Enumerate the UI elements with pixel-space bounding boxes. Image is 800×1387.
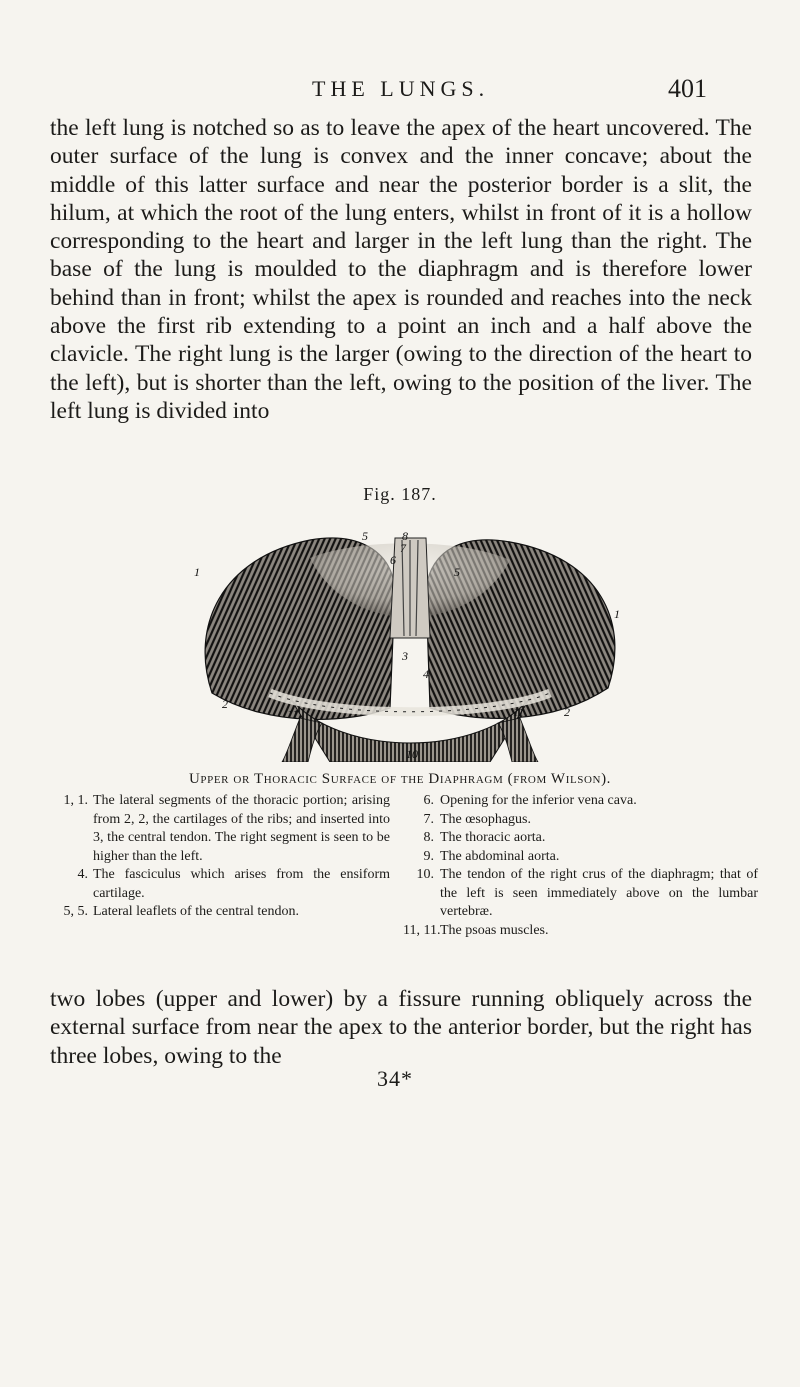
diaphragm-illustration — [190, 518, 630, 762]
marker-8: 8 — [402, 529, 408, 543]
marker-5-right: 5 — [454, 565, 460, 579]
legend-number: 9. — [423, 848, 434, 864]
marker-4: 4 — [423, 667, 429, 681]
marker-5-left: 5 — [362, 529, 368, 543]
marker-1-left: 1 — [194, 565, 200, 579]
figure-label: Fig. 187. — [363, 484, 437, 504]
legend-text: The lateral segments of the thoracic portion; arising from 2, 2, the cartilages of the ribs; and inserted into 3, the central tendon. The right segment is seen to be higher than the left. — [93, 793, 390, 864]
legend-number: 10. — [416, 867, 434, 882]
legend-item — [403, 829, 758, 848]
legend-number: 11, 11. — [403, 922, 441, 938]
figure-caption: Upper or Thoracic Surface of the Diaphragm (from Wilson). — [188, 771, 612, 787]
figure-legend-right — [403, 792, 758, 940]
marker-2-right: 2 — [564, 705, 570, 719]
legend-number: 8. — [423, 830, 434, 845]
signature-mark: 34* — [377, 1066, 413, 1091]
body-paragraph-1: the left lung is notched so as to leave the apex of the heart uncovered. The outer surface of the lung is convex and the inner concave; about the middle of this latter surface and near the posterior border is a slit, the hilum, at which the root of the lung enters, whilst in front of it is a hollow corresponding to the heart and larger in the left lung than the right. The base of the lung is moulded to the diaphragm and is therefore lower behind than in front; whilst the apex is rounded and reaches into the neck above the first rib extending to a point an inch and a half above the clavicle. The right lung is the larger (owing to the direction of the heart to the left), but is shorter than the left, owing to the position of the liver. The left lung is divided into — [50, 115, 752, 424]
figure-legend-left — [52, 792, 390, 922]
legend-text: Lateral leaflets of the central tendon. — [93, 904, 300, 919]
running-head-title: THE LUNGS. — [312, 76, 490, 101]
legend-item — [403, 922, 758, 941]
legend-item — [52, 903, 390, 922]
legend-item — [403, 866, 758, 922]
marker-3: 3 — [402, 649, 408, 663]
legend-text: Opening for the inferior vena cava. — [440, 793, 637, 808]
marker-11-left: 11 — [287, 707, 299, 721]
marker-10: 10 — [406, 747, 418, 761]
legend-text: The thoracic aorta. — [440, 830, 546, 845]
legend-text: The tendon of the right crus of the diaphragm; that of the left is seen immediately above on the lumbar vertebræ. — [440, 867, 758, 919]
legend-item — [403, 811, 758, 830]
legend-item — [52, 792, 390, 866]
legend-number: 4. — [77, 867, 88, 882]
running-head — [0, 76, 800, 110]
legend-text: The fasciculus which arises from the ensiform cartilage. — [93, 867, 390, 901]
legend-item — [52, 866, 390, 903]
marker-11-right: 11 — [513, 705, 525, 719]
marker-1-right: 1 — [614, 607, 620, 621]
marker-2-left: 2 — [222, 697, 228, 711]
legend-text: The œsophagus. — [440, 811, 531, 827]
body-paragraph-2: two lobes (upper and lower) by a fissure running obliquely across the external surface from near the apex to the anterior border, but the right has three lobes, owing to the — [50, 986, 752, 1069]
marker-7: 7 — [400, 541, 406, 555]
legend-item — [403, 792, 758, 811]
legend-item — [403, 848, 758, 867]
legend-text: The psoas muscles. — [440, 922, 549, 938]
legend-number: 5, 5. — [63, 904, 88, 919]
legend-number: 7. — [423, 811, 434, 827]
legend-number: 6. — [423, 793, 434, 808]
page-number: 401 — [668, 74, 707, 103]
legend-number: 1, 1. — [63, 793, 88, 808]
marker-6: 6 — [390, 553, 396, 567]
legend-text: The abdominal aorta. — [440, 848, 560, 864]
